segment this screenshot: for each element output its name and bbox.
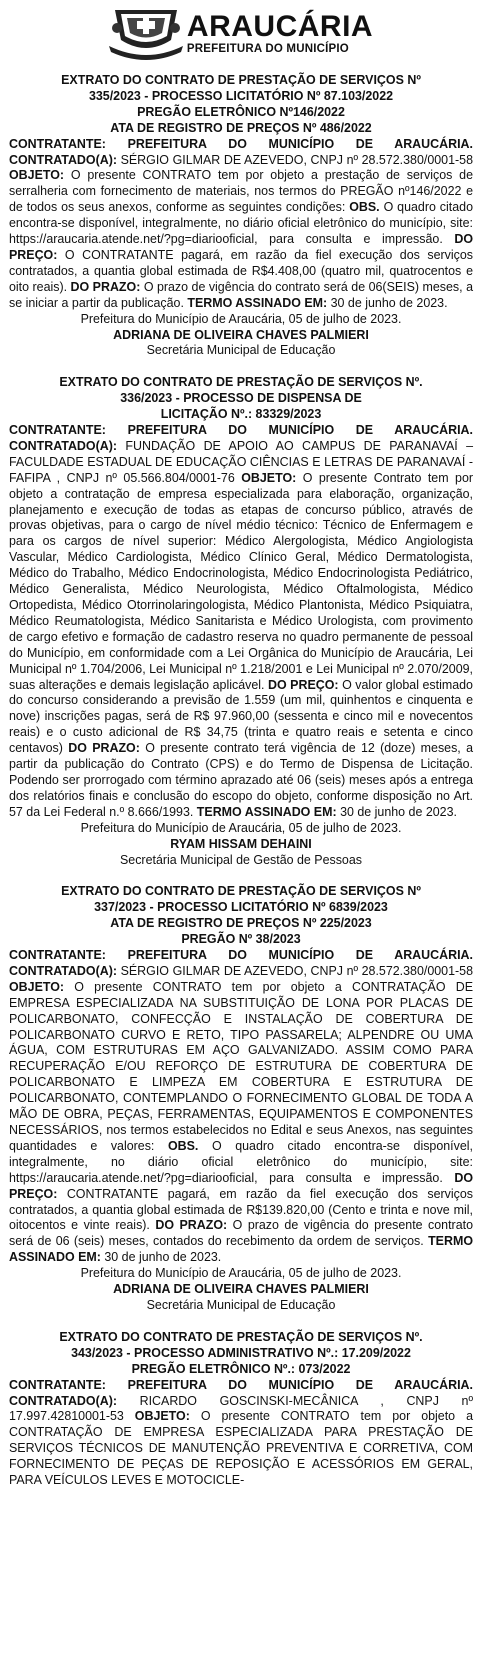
notice-headline-line: 335/2023 - PROCESSO LICITATÓRIO Nº 87.103/2022	[88, 88, 394, 103]
contract-extract-335	[0, 73, 480, 359]
label-contratado: CONTRATADO(A):	[9, 438, 126, 453]
notice-headline-line: EXTRATO DO CONTRATO DE PRESTAÇÃO DE SERVIÇOS Nº.	[59, 1329, 423, 1344]
label-contratado: CONTRATADO(A):	[9, 963, 121, 978]
contractor-text: RICARDO GOSCINSKI-MECÂNICA , CNPJ nº 17.997.42810001-53	[9, 1393, 473, 1424]
label-contratado: CONTRATADO(A):	[9, 1393, 140, 1408]
notice-headline-line: PREGÃO Nº 38/2023	[181, 932, 301, 947]
masthead	[0, 0, 480, 66]
signer-name: RYAM HISSAM DEHAINI	[170, 836, 312, 851]
contractor-text: FUNDAÇÃO DE APOIO AO CAMPUS DE PARANAVAÍ – FACULDADE ESTADUAL DE EDUCAÇÃO CIÊNCIAS E LETRAS DE PARANAVAÍ - FAFIPA , CNPJ nº 05.566.804/0001-76	[9, 438, 474, 485]
label-termo-assinado: TERMO ASSINADO EM:	[9, 1234, 473, 1265]
label-obs: OBS.	[349, 200, 384, 215]
notice-headline-line: PREGÃO ELETRÔNICO Nº.: 073/2022	[131, 1361, 351, 1376]
label-prazo: DO PRAZO:	[155, 1218, 233, 1233]
notice-headline-line: EXTRATO DO CONTRATO DE PRESTAÇÃO DE SERVIÇOS Nº	[61, 73, 421, 87]
notice-headline-line: LICITAÇÃO Nº.: 83329/2023	[160, 407, 322, 422]
obs-text: O quadro citado encontra-se disponível, integralmente, no diário oficial eletrônico do município, site: https://araucaria.atende.net/?pg=diariooficial, para consulta e impressão.	[9, 200, 473, 247]
label-objeto: OBJETO:	[9, 168, 71, 183]
object-text: O presente CONTRATO tem por objeto a CONTRATAÇÃO DE EMPRESA ESPECIALIZADA PARA PRESTAÇÃO DE SERVIÇOS TÉCNICOS DE MANUTENÇÃO PREVENTIVA E CORRETIVA, COM FORNECIMENTO DE PEÇAS DE REPOSIÇÃO E ACESSÓRIOS EM GERAL, PARA VEÍCULOS LEVES E MOTOCICLE-	[9, 1409, 473, 1488]
price-text: CONTRATANTE pagará, em razão da fiel execução dos serviços contratados, a quantia global estimada de R$139.820,00 (Cento e trinta e nove mil, oitocentos e vinte reais).	[9, 1186, 474, 1233]
price-text: O CONTRATANTE pagará, em razão da fiel execução dos serviços contratados, a quantia global estimada de R$4.408,00 (quatro mil, quatrocentos e oito reais).	[9, 247, 473, 294]
signed-date-text: 30 de junho de 2023.	[104, 1250, 222, 1265]
place-date: Prefeitura do Município de Araucária, 05 de julho de 2023.	[80, 1266, 402, 1281]
label-objeto: OBJETO:	[241, 470, 303, 485]
label-prazo: DO PRAZO:	[68, 741, 146, 756]
label-contratante: CONTRATANTE: PREFEITURA DO MUNICÍPIO DE ARAUCÁRIA.	[9, 136, 473, 151]
label-contratado: CONTRATADO(A):	[9, 152, 121, 167]
brand-name: ARAUCÁRIA	[186, 10, 374, 44]
notice-headline-line: ATA DE REGISTRO DE PREÇOS Nº 225/2023	[110, 916, 372, 931]
notice-headline-line: 336/2023 - PROCESSO DE DISPENSA DE	[120, 391, 362, 406]
notice-body	[9, 1378, 473, 1489]
object-text: O presente Contrato tem por objeto a contratação de empresa especializada para elaboração, organização, planejamento e execução de todas as etapas de concurso público, através de provas objetivas, para o cargo de nível médio técnico: Técnico de Enfermagem e para os cargos de nível superior: Médico Alergologista, Médico Angiologista Vascular, Médico Cardiologista, Médico Clínico Geral, Médico Dermatologista, Médico do Trabalho, Médico Endocrinologista, Médico Endocrinologista Pediátrico, Médico Generalista, Médico Neurologista, Médico Oftalmologista, Médico Ortopedista, Médico Otorrinolaringologista, Médico Plantonista, Médico Psiquiatra, Médico Reumatologista, Médico Sanitarista e Médico Urologista, com provimento de cargo efetivo e formação de cadastro reserva no quadro permanente de pessoal do Município, em conformidade com a Lei Orgânica do Município de Araucária, Lei Municipal nº 1.704/2006, Lei Municipal nº 1.218/2001 e Lei Municipal nº 2.070/2009, suas alterações e demais legislação aplicável.	[9, 470, 474, 692]
signer-name: ADRIANA DE OLIVEIRA CHAVES PALMIERI	[113, 327, 369, 342]
signer-role: Secretária Municipal de Gestão de Pessoas	[120, 852, 362, 867]
signer-name: ADRIANA DE OLIVEIRA CHAVES PALMIERI	[113, 1282, 369, 1297]
notice-headline-line: 343/2023 - PROCESSO ADMINISTRATIVO Nº.: 17.209/2022	[71, 1345, 411, 1360]
label-contratante: CONTRATANTE: PREFEITURA DO MUNICÍPIO DE ARAUCÁRIA.	[9, 1377, 473, 1392]
contract-extract-343	[0, 1330, 480, 1489]
label-termo-assinado: TERMO ASSINADO EM:	[196, 804, 341, 819]
term-text: O prazo de vigência do presente contrato será de 06 (seis) meses, contados do recebimento da ordem de serviços.	[9, 1218, 473, 1249]
notice-headline-line: EXTRATO DO CONTRATO DE PRESTAÇÃO DE SERVIÇOS Nº	[61, 884, 421, 899]
notice-body	[9, 948, 473, 1266]
place-date: Prefeitura do Município de Araucária, 05 de julho de 2023.	[80, 311, 402, 326]
object-text: O presente CONTRATO tem por objeto a prestação de serviços de serralheria com fornecimento de materiais, nos termos do PREGÃO nº146/2022 e de todos os seus anexos, conforme as seguintes condições:	[9, 168, 473, 215]
term-text: O presente contrato terá vigência de 12 (doze) meses, a partir da publicação do Contrato (CPS) e do Termo de Dispensa de Licitação. Podendo ser prorrogado com término aprazado até 06 (seis) meses após a entrega dos relatórios finais e conclusão do escopo do objeto, conforme disposição no Art. 57 da Lei Federal n.º 8.666/1993.	[9, 741, 473, 819]
signer-role: Secretária Municipal de Educação	[146, 1297, 336, 1312]
signed-date-text: 30 de junho de 2023.	[340, 804, 457, 819]
municipal-seal-icon	[107, 6, 185, 62]
label-contratante: CONTRATANTE: PREFEITURA DO MUNICÍPIO DE ARAUCÁRIA.	[9, 948, 473, 963]
notice-body	[9, 137, 473, 312]
signer-role: Secretária Municipal de Educação	[146, 343, 336, 358]
notice-headline-line: 337/2023 - PROCESSO LICITATÓRIO Nº 6839/2023	[94, 900, 388, 915]
label-preco: DO PREÇO:	[9, 232, 473, 262]
price-text: O valor global estimado do concurso considerando a previsão de 1.559 (um mil, quinhentos e cinquenta e nove) inscrições pagas, será de R$ 97.960,00 (sessenta e cinco mil e novecentos reais) e o custo adicional de R$ 34,75 (trinta e quatro reais e setenta e cinco centavos)	[9, 677, 473, 756]
label-objeto: OBJETO:	[9, 979, 75, 994]
brand-block	[187, 12, 373, 56]
brand-subtitle: PREFEITURA DO MUNICÍPIO	[186, 43, 349, 56]
contractor-text: SÉRGIO GILMAR DE AZEVEDO, CNPJ nº 28.572.380/0001-58	[120, 963, 473, 978]
label-termo-assinado: TERMO ASSINADO EM:	[187, 295, 331, 310]
notice-headline-line: ATA DE REGISTRO DE PREÇOS Nº 486/2022	[110, 120, 372, 135]
contractor-text: SÉRGIO GILMAR DE AZEVEDO, CNPJ nº 28.572.380/0001-58	[120, 152, 473, 167]
label-preco: DO PREÇO:	[268, 677, 343, 692]
label-prazo: DO PRAZO:	[70, 279, 144, 294]
label-preco: DO PREÇO:	[9, 1170, 473, 1201]
object-text: O presente CONTRATO tem por objeto a CONTRATAÇÃO DE EMPRESA ESPECIALIZADA NA SUBSTITUIÇÃO DE LONA POR PLACAS DE POLICARBONATO, CONFECÇÃO E INSTALAÇÃO DE COBERTURA DE POLICARBONATO CURVO E RETO, TIPO PASSARELA; ALPENDRE OU UMA ÁGUA, COM ESTRUTURAS EM AÇO GALVANIZADO. ASSIM COMO PARA RECUPERAÇÃO E/OU REFORÇO DE ESTRUTURA DE COBERTURA DE POLICARBONATO E LIMPEZA EM COBERTURA E ESTRUTURA DE POLICARBONATO, CONTEMPLANDO O FORNECIMENTO GLOBAL DE TODA A MÃO DE OBRA, PEÇAS, FERRAMENTAS, EQUIPAMENTOS E COMPONENTES NECESSÁRIOS, nos termos estabelecidos no Edital e seus Anexos, nas seguintes quantidades e valores:	[9, 979, 473, 1153]
term-text: O prazo de vigência do contrato será de 06(SEIS) meses, a se iniciar a partir da publicação.	[9, 279, 473, 310]
label-contratante: CONTRATANTE: PREFEITURA DO MUNICÍPIO DE ARAUCÁRIA.	[9, 423, 473, 438]
label-obs: OBS.	[167, 1138, 212, 1153]
contract-extract-336	[0, 375, 480, 868]
contract-extract-337	[0, 884, 480, 1313]
place-date: Prefeitura do Município de Araucária, 05 de julho de 2023.	[80, 820, 402, 835]
obs-text: O quadro citado encontra-se disponível, integralmente, no diário oficial eletrônico do município, site: https://araucaria.atende.net/?pg=diariooficial, para consulta e impressão.	[9, 1138, 473, 1185]
signed-date-text: 30 de junho de 2023.	[330, 295, 448, 310]
notice-headline-line: PREGÃO ELETRÔNICO Nº146/2022	[137, 104, 345, 119]
notice-headline-line: EXTRATO DO CONTRATO DE PRESTAÇÃO DE SERVIÇOS Nº.	[59, 375, 423, 390]
notice-body	[9, 423, 473, 821]
label-objeto: OBJETO:	[134, 1409, 201, 1424]
